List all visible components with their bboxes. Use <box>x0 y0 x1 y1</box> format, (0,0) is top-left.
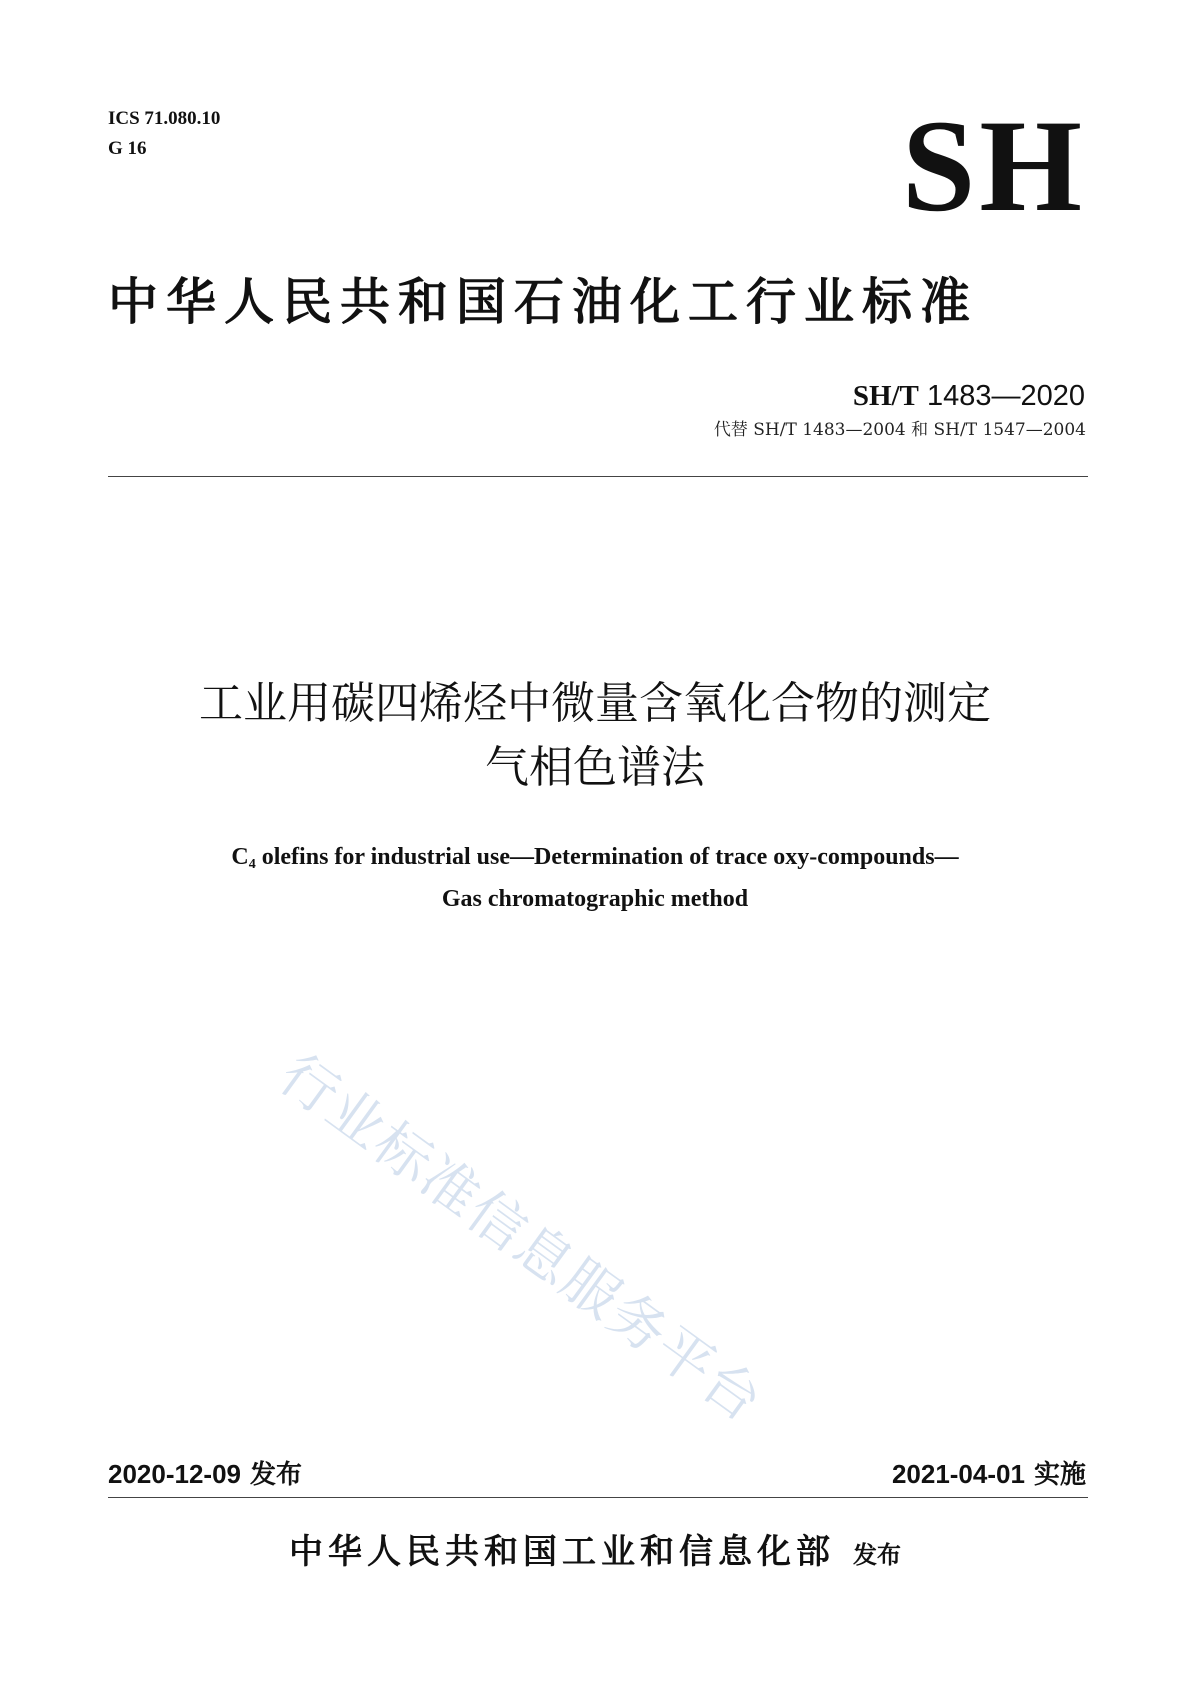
standard-number-prefix: SH/T <box>852 380 919 412</box>
watermark: 行业标准信息服务平台 <box>267 1042 775 1436</box>
english-title-line-1-text: olefins for industrial use—Determination of trace oxy-compounds— <box>255 844 959 870</box>
chinese-title-line-1: 工业用碳四烯烃中微量含氧化合物的测定 <box>199 678 991 729</box>
issue-label: 发布 <box>241 1460 303 1490</box>
chinese-title-line-2: 气相色谱法 <box>485 742 705 793</box>
industry-standard-title: 中华人民共和国石油化工行业标准 <box>108 273 978 331</box>
publisher <box>60 1528 1130 1579</box>
c-subscript: 4 <box>248 857 256 872</box>
header-divider <box>108 476 1088 477</box>
implementation-date-value: 2021-04-01 <box>891 1459 1025 1489</box>
replaces-note: 代替 SH/T 1483—2004 和 SH/T 1547—2004 <box>713 420 1086 440</box>
issue-date <box>108 1457 302 1492</box>
implementation-label: 实施 <box>1024 1460 1086 1490</box>
classification-codes <box>108 104 220 164</box>
footer-divider <box>108 1497 1088 1498</box>
english-title-line-2: Gas chromatographic method <box>441 886 749 912</box>
issue-date-value: 2020-12-09 <box>108 1459 241 1489</box>
c-letter: C <box>231 844 249 870</box>
ics-code: ICS 71.080.10 <box>108 108 221 129</box>
implementation-date <box>892 1457 1086 1492</box>
standard-number <box>853 378 1085 414</box>
publisher-action: 发布 <box>853 1541 901 1569</box>
ccs-code: G 16 <box>108 138 147 159</box>
english-title-line-1 <box>60 839 1130 883</box>
standard-number-value: 1483—2020 <box>918 380 1085 412</box>
sh-logo: SH <box>901 92 1086 239</box>
publisher-organization: 中华人民共和国工业和信息化部 <box>289 1532 835 1572</box>
